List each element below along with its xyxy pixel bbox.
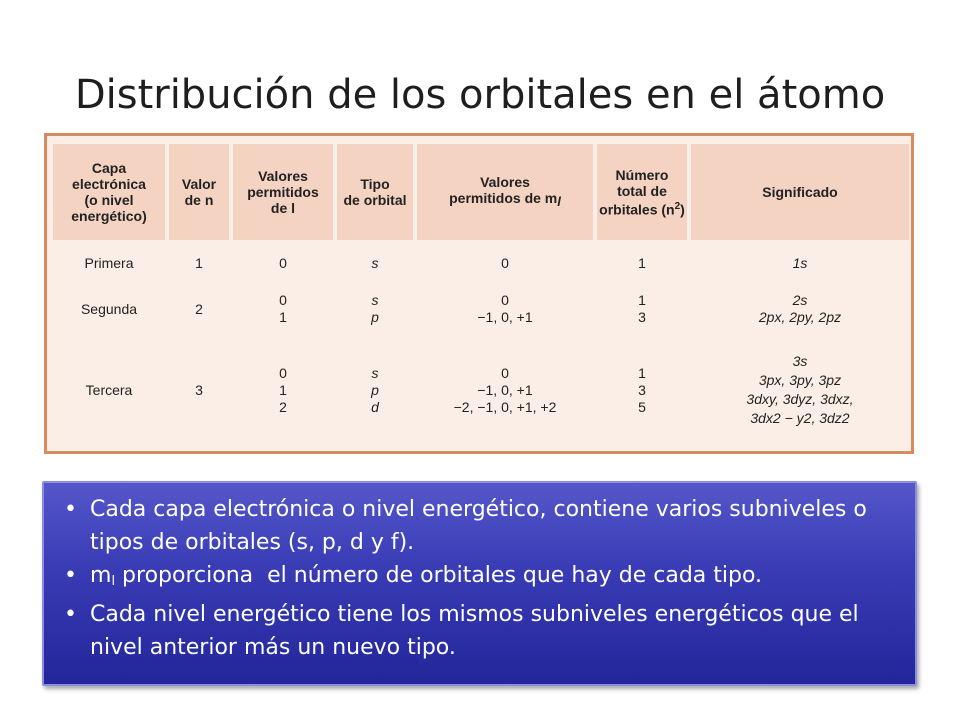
row2-l-text: 0: [279, 292, 287, 308]
header-numero-line: orbitales (n: [599, 201, 675, 218]
row3-l-text: 0: [279, 364, 287, 381]
row1-tipo-text: s: [371, 254, 379, 271]
row3-num-text: 3: [638, 381, 646, 398]
header-numero: [597, 144, 687, 240]
row3-tipo-text: d: [371, 398, 379, 415]
header-capa-line: (o nivel: [84, 192, 134, 208]
row1-sig: [691, 244, 909, 282]
header-tipo: [337, 144, 413, 240]
header-valores-l-line: Valores: [258, 168, 308, 184]
header-tipo-line: de orbital: [343, 192, 407, 208]
bullet-marker: •: [64, 602, 77, 627]
header-valor-n-line: Valor: [181, 176, 217, 192]
row1-l: [233, 244, 333, 282]
row3-l: [233, 336, 333, 444]
bullet-text: Cada nivel energético tiene los mismos subniveles energéticos que el nivel anterior más un nuevo tipo.: [90, 602, 859, 660]
row1-ml-text: 0: [501, 254, 509, 271]
row3-sig-text: 3dxy, 3dyz, 3dxz,: [746, 391, 854, 407]
row2-sig: [691, 286, 909, 332]
row3-num-text: 1: [638, 364, 646, 381]
row2-capa: [53, 286, 165, 332]
row3-l-text: 2: [279, 398, 287, 415]
row3-sig-text: 3dx2 − y2, 3dz2: [750, 410, 850, 426]
header-valores-ml: [417, 144, 593, 240]
slide-title: Distribución de los orbitales en el átomo: [74, 72, 886, 118]
row3-ml-text: −2, −1, 0, +1, +2: [453, 398, 557, 415]
row2-l-text: 1: [279, 309, 287, 325]
row2-capa-text: Segunda: [80, 300, 138, 317]
summary-bullet-list: [64, 493, 909, 664]
row1-capa-text: Primera: [84, 254, 134, 271]
header-capa-line: electrónica: [72, 176, 146, 192]
header-significado: [691, 144, 909, 240]
row3-tipo-text: p: [371, 381, 379, 398]
header-valores-ml-line: permitidos de m: [449, 190, 558, 206]
row2-num: [597, 286, 687, 332]
row3-tipo-text: s: [371, 364, 379, 381]
header-numero-line: Número: [615, 166, 669, 183]
header-capa-line: Capa: [91, 160, 127, 176]
bullet-item: [64, 493, 909, 559]
row3-capa: [53, 336, 165, 444]
row2-ml-text: 0: [501, 292, 509, 308]
bullet-ml-subscript: l: [111, 574, 116, 589]
row1-ml: [417, 244, 593, 282]
row2-l: [233, 286, 333, 332]
bullet-text-ml: m: [90, 563, 112, 588]
header-significado-label: Significado: [762, 184, 838, 200]
header-valores-l-line: permitidos: [247, 184, 319, 200]
header-ml-subscript: l: [557, 194, 561, 209]
row3-sig: [691, 336, 909, 444]
row3-tipo: [337, 336, 413, 444]
row2-sig-text: 2s: [792, 292, 808, 308]
bullet-item: [64, 598, 909, 664]
row2-sig-text: 2px, 2py, 2pz: [758, 309, 842, 325]
header-capa: [53, 144, 165, 240]
header-valor-n: [169, 144, 229, 240]
row1-num-text: 1: [638, 254, 646, 271]
header-numero-exponent: 2: [674, 200, 681, 212]
orbital-table: [44, 133, 914, 454]
row1-num: [597, 244, 687, 282]
bullet-marker: •: [64, 563, 77, 588]
header-valores-ml-line: Valores: [480, 174, 530, 190]
row3-ml-text: 0: [501, 364, 509, 381]
row3-num: [597, 336, 687, 444]
row1-capa: [53, 244, 165, 282]
row3-sig-text: 3px, 3py, 3pz: [758, 372, 842, 388]
row3-ml-text: −1, 0, +1: [477, 381, 533, 398]
row1-n-text: 1: [195, 254, 203, 271]
bullet-item: [64, 559, 909, 598]
row2-n: [169, 286, 229, 332]
row2-n-text: 2: [195, 300, 203, 317]
row2-tipo-text: s: [371, 292, 379, 308]
header-valores-l: [233, 144, 333, 240]
row2-tipo-text: p: [371, 309, 379, 325]
header-numero-paren: ): [680, 201, 685, 218]
row2-tipo: [337, 286, 413, 332]
row2-num-text: 1: [638, 292, 646, 308]
row3-n-text: 3: [195, 381, 203, 398]
row1-l-text: 0: [279, 254, 287, 271]
bullet-text: Cada capa electrónica o nivel energético, contiene varios subniveles o tipos de orbitales (s, p, d y f).: [90, 497, 867, 555]
header-numero-line: total de: [617, 182, 667, 199]
row1-n: [169, 244, 229, 282]
header-capa-line: energético): [71, 208, 147, 224]
bullet-marker: •: [64, 497, 77, 522]
row2-ml-text: −1, 0, +1: [477, 309, 533, 325]
summary-callout: [42, 481, 917, 686]
header-valores-l-line: de l: [270, 200, 296, 216]
row3-ml: [417, 336, 593, 444]
row3-n: [169, 336, 229, 444]
row3-sig-text: 3s: [792, 353, 808, 369]
bullet-text: proporciona el número de orbitales que hay de cada tipo.: [115, 563, 763, 588]
row2-ml: [417, 286, 593, 332]
header-valor-n-line: de n: [184, 192, 214, 208]
row3-num-text: 5: [638, 398, 646, 415]
row1-sig-text: 1s: [792, 254, 808, 271]
header-tipo-line: Tipo: [360, 176, 390, 192]
row2-num-text: 3: [638, 309, 646, 325]
row1-tipo: [337, 244, 413, 282]
row3-capa-text: Tercera: [85, 381, 133, 398]
row3-l-text: 1: [279, 381, 287, 398]
